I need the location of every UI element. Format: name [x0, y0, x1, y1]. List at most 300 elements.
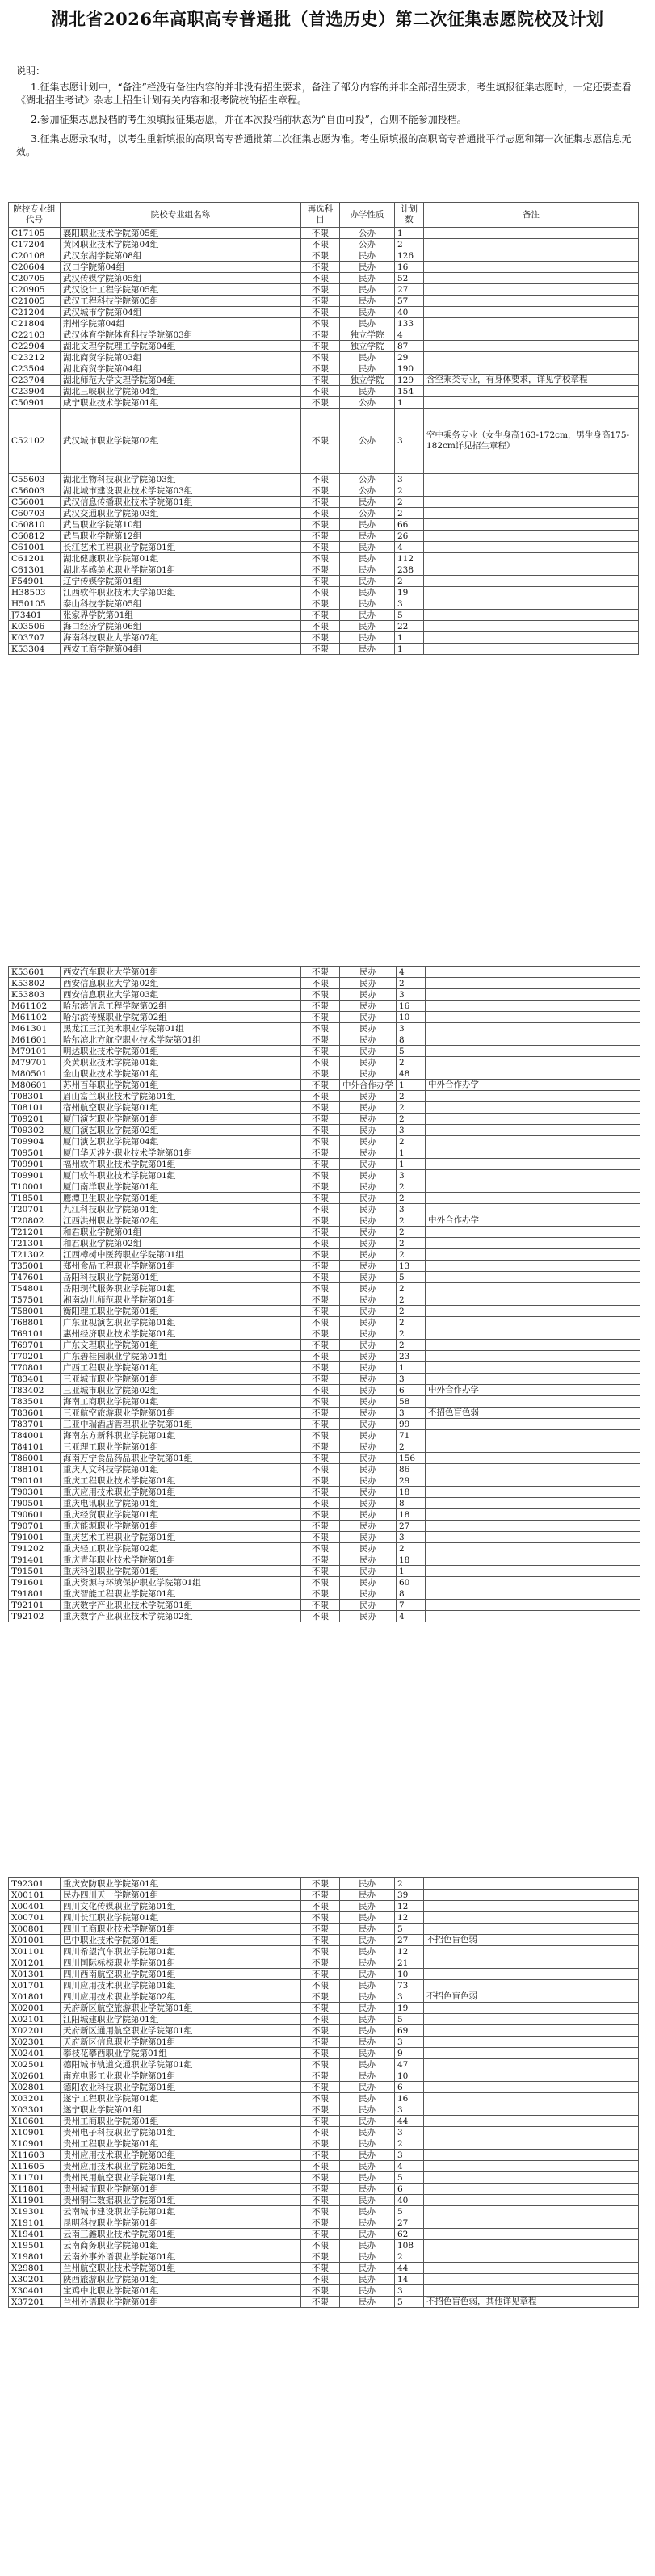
cell-subject: 不限: [301, 1498, 340, 1509]
plan-table-part-3: [8, 1877, 639, 2308]
cell-remark: [424, 531, 639, 542]
cell-remark: [426, 1136, 640, 1147]
cell-subject: 不限: [301, 1102, 340, 1114]
cell-group-name: 厦门华天涉外职业技术学院第01组: [61, 1147, 301, 1159]
cell-nature: 民办: [340, 1554, 397, 1566]
cell-group-name: 汉口学院第04组: [61, 262, 301, 273]
cell-group-code: X00401: [9, 1901, 61, 1912]
table-row: [9, 1204, 640, 1215]
cell-remark: [426, 1227, 640, 1238]
cell-group-name: 遂宁职业学院第01组: [61, 2104, 301, 2116]
cell-plan-count: 12: [395, 1912, 424, 1924]
cell-plan-count: 108: [395, 2240, 424, 2251]
table-row: [9, 1396, 640, 1408]
table-row: [9, 1068, 640, 1080]
cell-nature: 民办: [340, 1136, 397, 1147]
table-row: [9, 1249, 640, 1261]
cell-group-name: 武汉信息传播职业技术学院第01组: [61, 497, 301, 508]
cell-nature: 民办: [340, 1532, 397, 1543]
cell-remark: [426, 1351, 640, 1362]
cell-remark: [426, 1091, 640, 1102]
cell-remark: [426, 1475, 640, 1487]
cell-nature: 民办: [340, 262, 395, 273]
cell-remark: [426, 1068, 640, 1080]
table-row: [9, 1946, 639, 1957]
cell-remark: [424, 1912, 639, 1924]
cell-subject: 不限: [301, 1080, 340, 1091]
cell-plan-count: 126: [395, 250, 424, 262]
cell-subject: 不限: [301, 1588, 340, 1600]
cell-nature: 民办: [340, 1901, 395, 1912]
cell-group-code: C55603: [9, 474, 61, 485]
cell-remark: [424, 598, 639, 610]
cell-remark: 含空乘类专业，有身体要求，详见学校章程: [424, 375, 639, 386]
cell-nature: 民办: [340, 284, 395, 296]
table-row: [9, 409, 639, 474]
cell-nature: 民办: [340, 2003, 395, 2014]
cell-remark: [426, 1159, 640, 1170]
cell-group-name: 重庆能源职业学院第01组: [61, 1521, 301, 1532]
cell-nature: 民办: [340, 519, 395, 531]
table-row: [9, 2025, 639, 2037]
cell-group-name: 重庆艺术工程职业学院第01组: [61, 1532, 301, 1543]
cell-remark: [424, 2025, 639, 2037]
cell-group-name: 西安工商学院第04组: [61, 644, 301, 655]
cell-remark: [424, 397, 639, 409]
cell-remark: [426, 1249, 640, 1261]
cell-plan-count: 5: [395, 2172, 424, 2184]
cell-nature: 民办: [340, 1441, 397, 1453]
table-row: [9, 632, 639, 644]
table-row: [9, 1408, 640, 1419]
cell-group-name: 重庆数字产业职业技术学院第02组: [61, 1611, 301, 1622]
cell-remark: [424, 2172, 639, 2184]
cell-nature: 民办: [340, 1249, 397, 1261]
cell-group-code: T91801: [9, 1588, 61, 1600]
cell-group-name: 海南东方新科职业学院第01组: [61, 1430, 301, 1441]
cell-subject: 不限: [301, 1532, 340, 1543]
cell-group-name: 陕西旅游职业学院第01组: [61, 2274, 301, 2285]
cell-group-code: T88101: [9, 1464, 61, 1475]
cell-group-code: X11901: [9, 2195, 61, 2206]
cell-subject: 不限: [301, 2059, 340, 2070]
table-row: [9, 2285, 639, 2297]
cell-plan-count: 10: [395, 1969, 424, 1980]
cell-subject: 不限: [301, 1374, 340, 1385]
cell-group-code: K03707: [9, 632, 61, 644]
table-row: [9, 1980, 639, 1991]
cell-group-name: 四川应用技术职业学院第02组: [61, 1991, 301, 2003]
cell-nature: 独立学院: [340, 375, 395, 386]
cell-group-code: T10001: [9, 1181, 61, 1193]
cell-subject: 不限: [301, 1227, 340, 1238]
table-row: [9, 1419, 640, 1430]
cell-subject: 不限: [301, 352, 340, 363]
cell-group-code: T70201: [9, 1351, 61, 1362]
cell-group-name: 鹰潭卫生职业学院第01组: [61, 1193, 301, 1204]
cell-remark: [424, 329, 639, 341]
cell-plan-count: 19: [395, 2003, 424, 2014]
table-row: [9, 1924, 639, 1935]
cell-group-name: 辽宁传媒学院第01组: [61, 576, 301, 587]
cell-plan-count: 2: [395, 2251, 424, 2263]
cell-remark: [426, 1374, 640, 1385]
cell-group-name: 岳阳现代服务职业学院第01组: [61, 1283, 301, 1294]
cell-subject: 不限: [301, 1475, 340, 1487]
cell-group-code: X03201: [9, 2093, 61, 2104]
cell-plan-count: 3: [397, 1204, 426, 1215]
cell-subject: 不限: [301, 2184, 340, 2195]
cell-group-name: 和君职业学院第01组: [61, 1227, 301, 1238]
cell-group-name: 贵州应用技术职业学院第03组: [61, 2150, 301, 2161]
cell-subject: 不限: [301, 397, 340, 409]
cell-group-code: C20905: [9, 284, 61, 296]
cell-plan-count: 39: [395, 1890, 424, 1901]
cell-plan-count: 3: [397, 1374, 426, 1385]
cell-group-name: 重庆资源与环境保护职业学院第01组: [61, 1577, 301, 1588]
cell-remark: [426, 1283, 640, 1294]
cell-remark: [426, 1340, 640, 1351]
cell-group-code: M61102: [9, 1012, 61, 1023]
cell-group-name: 武汉交通职业学院第03组: [61, 508, 301, 519]
cell-group-code: C22904: [9, 341, 61, 352]
table-row: [9, 1080, 640, 1091]
cell-nature: 独立学院: [340, 329, 395, 341]
cell-group-code: M80601: [9, 1080, 61, 1091]
cell-group-name: 三亚理工职业学院第01组: [61, 1441, 301, 1453]
cell-subject: 不限: [301, 2161, 340, 2172]
cell-subject: 不限: [301, 1901, 340, 1912]
cell-plan-count: 5: [395, 610, 424, 621]
cell-remark: [424, 262, 639, 273]
cell-group-name: 三亚城市职业学院第01组: [61, 1374, 301, 1385]
cell-nature: 民办: [340, 564, 395, 576]
table-row: [9, 1147, 640, 1159]
cell-nature: 民办: [340, 1034, 397, 1046]
table-row: [9, 1023, 640, 1034]
cell-plan-count: 8: [397, 1588, 426, 1600]
cell-subject: 不限: [301, 1272, 340, 1283]
cell-plan-count: 2: [397, 1249, 426, 1261]
cell-nature: 民办: [340, 1125, 397, 1136]
header-plan-count: 计划数: [395, 203, 424, 228]
cell-nature: 民办: [340, 1023, 397, 1034]
table-row: [9, 1441, 640, 1453]
cell-remark: 中外合作办学: [426, 1080, 640, 1091]
cell-plan-count: 2: [397, 1317, 426, 1328]
cell-subject: 不限: [301, 2116, 340, 2127]
cell-group-name: 四川工商职业技术学院第01组: [61, 1924, 301, 1935]
cell-group-name: 江西洪州职业学院第02组: [61, 1215, 301, 1227]
table-row: [9, 1136, 640, 1147]
cell-group-code: T20802: [9, 1215, 61, 1227]
cell-nature: 独立学院: [340, 341, 395, 352]
table-row: [9, 2297, 639, 2308]
cell-plan-count: 2: [397, 1057, 426, 1068]
cell-group-name: 湖北师范大学文理学院第04组: [61, 375, 301, 386]
cell-plan-count: 40: [395, 307, 424, 318]
cell-plan-count: 3: [395, 2127, 424, 2138]
table-row: [9, 239, 639, 250]
cell-nature: 民办: [340, 1543, 397, 1554]
cell-group-code: T09901: [9, 1159, 61, 1170]
cell-plan-count: 2: [395, 576, 424, 587]
cell-subject: 不限: [301, 621, 340, 632]
table-row: [9, 1385, 640, 1396]
cell-group-name: 湘南幼儿师范职业学院第01组: [61, 1294, 301, 1306]
cell-subject: 不限: [301, 1408, 340, 1419]
cell-nature: 民办: [340, 1475, 397, 1487]
cell-subject: 不限: [301, 1193, 340, 1204]
cell-group-name: 四川文化传媒职业学院第01组: [61, 1901, 301, 1912]
cell-group-name: 云南城市建设职业学院第01组: [61, 2206, 301, 2217]
cell-group-name: 福州软件职业技术学院第01组: [61, 1159, 301, 1170]
cell-plan-count: 2: [397, 1340, 426, 1351]
cell-group-code: K53803: [9, 989, 61, 1001]
cell-group-name: 和君职业学院第02组: [61, 1238, 301, 1249]
cell-nature: 民办: [340, 644, 395, 655]
cell-group-code: C20705: [9, 273, 61, 284]
cell-group-name: 襄阳职业技术学院第05组: [61, 228, 301, 239]
table-row: [9, 1878, 639, 1890]
cell-remark: 空中乘务专业（女生身高163-172cm，男生身高175-182cm详见招生章程）: [424, 409, 639, 474]
cell-group-code: M61102: [9, 1001, 61, 1012]
table-row: [9, 1912, 639, 1924]
cell-subject: 不限: [301, 519, 340, 531]
cell-nature: 民办: [340, 296, 395, 307]
cell-subject: 不限: [301, 1396, 340, 1408]
cell-plan-count: 5: [395, 2014, 424, 2025]
cell-subject: 不限: [301, 1340, 340, 1351]
cell-subject: 不限: [301, 2229, 340, 2240]
cell-subject: 不限: [301, 228, 340, 239]
cell-nature: 民办: [340, 1890, 395, 1901]
table-row: [9, 508, 639, 519]
cell-group-code: T09201: [9, 1114, 61, 1125]
cell-group-name: 湖北生物科技职业学院第03组: [61, 474, 301, 485]
cell-subject: 不限: [301, 273, 340, 284]
table-row: [9, 228, 639, 239]
cell-nature: 民办: [340, 1396, 397, 1408]
cell-subject: 不限: [301, 284, 340, 296]
cell-subject: 不限: [301, 2150, 340, 2161]
cell-subject: 不限: [301, 2048, 340, 2059]
cell-nature: 民办: [340, 1453, 397, 1464]
table-row: [9, 1114, 640, 1125]
cell-plan-count: 10: [395, 2070, 424, 2082]
cell-remark: [424, 2003, 639, 2014]
table-row: [9, 2093, 639, 2104]
cell-group-name: 湖北健康职业学院第01组: [61, 553, 301, 564]
cell-subject: 不限: [301, 2127, 340, 2138]
cell-remark: [426, 1509, 640, 1521]
cell-remark: [424, 228, 639, 239]
cell-remark: [424, 1901, 639, 1912]
cell-group-code: T35001: [9, 1261, 61, 1272]
table-row: [9, 553, 639, 564]
table-row: [9, 1238, 640, 1249]
table-row: [9, 1969, 639, 1980]
cell-plan-count: 16: [397, 1001, 426, 1012]
cell-group-code: X19101: [9, 2217, 61, 2229]
cell-subject: 不限: [301, 2240, 340, 2251]
cell-group-code: K03506: [9, 621, 61, 632]
cell-subject: 不限: [301, 978, 340, 989]
cell-remark: [424, 2240, 639, 2251]
cell-remark: [426, 1012, 640, 1023]
cell-remark: [424, 352, 639, 363]
cell-remark: [424, 2285, 639, 2297]
cell-nature: 民办: [340, 1001, 397, 1012]
table-row: [9, 2037, 639, 2048]
cell-remark: [426, 978, 640, 989]
table-row: [9, 1012, 640, 1023]
cell-remark: [426, 1238, 640, 1249]
table-row: [9, 519, 639, 531]
cell-plan-count: 99: [397, 1419, 426, 1430]
cell-group-name: 天府新区通用航空职业学院第01组: [61, 2025, 301, 2037]
cell-subject: 不限: [301, 1181, 340, 1193]
cell-group-name: 哈尔滨北方航空职业技术学院第01组: [61, 1034, 301, 1046]
cell-group-code: C20108: [9, 250, 61, 262]
cell-subject: 不限: [301, 1487, 340, 1498]
cell-subject: 不限: [301, 485, 340, 497]
cell-remark: [424, 497, 639, 508]
table-row: [9, 1283, 640, 1294]
cell-nature: 民办: [340, 1419, 397, 1430]
notes-section: [16, 65, 638, 165]
cell-plan-count: 2: [397, 1181, 426, 1193]
cell-subject: 不限: [301, 1991, 340, 2003]
header-group-code: 院校专业组代号: [9, 203, 61, 228]
cell-group-code: M79101: [9, 1046, 61, 1057]
cell-group-code: X11701: [9, 2172, 61, 2184]
cell-plan-count: 2: [397, 1215, 426, 1227]
cell-nature: 民办: [340, 2274, 395, 2285]
cell-nature: 民办: [340, 576, 395, 587]
table-row: [9, 2003, 639, 2014]
cell-remark: [424, 519, 639, 531]
cell-plan-count: 3: [397, 1170, 426, 1181]
cell-subject: 不限: [301, 2093, 340, 2104]
cell-group-name: 西安汽车职业大学第01组: [61, 967, 301, 978]
cell-plan-count: 29: [395, 352, 424, 363]
cell-remark: [424, 2161, 639, 2172]
cell-plan-count: 2: [397, 1543, 426, 1554]
table-row: [9, 386, 639, 397]
cell-plan-count: 13: [397, 1261, 426, 1272]
table-row: [9, 610, 639, 621]
cell-remark: [426, 1023, 640, 1034]
table-row: [9, 1351, 640, 1362]
table-row: [9, 576, 639, 587]
table-row: [9, 644, 639, 655]
cell-subject: 不限: [301, 1328, 340, 1340]
cell-subject: 不限: [301, 598, 340, 610]
cell-group-name: 湖北文理学院理工学院第04组: [61, 341, 301, 352]
cell-plan-count: 3: [397, 1125, 426, 1136]
cell-subject: 不限: [301, 1057, 340, 1068]
cell-nature: 民办: [340, 2195, 395, 2206]
cell-plan-count: 1: [397, 1566, 426, 1577]
table-row: [9, 1374, 640, 1385]
cell-plan-count: 1: [397, 1159, 426, 1170]
cell-group-code: C23904: [9, 386, 61, 397]
cell-group-code: T83601: [9, 1408, 61, 1419]
cell-subject: 不限: [301, 1924, 340, 1935]
table-row: [9, 2138, 639, 2150]
cell-group-code: C21005: [9, 296, 61, 307]
cell-group-name: 天府新区航空旅游职业学院第01组: [61, 2003, 301, 2014]
cell-remark: [424, 2127, 639, 2138]
cell-plan-count: 87: [395, 341, 424, 352]
cell-plan-count: 3: [395, 2037, 424, 2048]
cell-group-code: X37201: [9, 2297, 61, 2308]
table-row: [9, 397, 639, 409]
cell-nature: 民办: [340, 1362, 397, 1374]
cell-subject: 不限: [301, 2274, 340, 2285]
cell-subject: 不限: [301, 1566, 340, 1577]
table-row: [9, 1034, 640, 1046]
cell-remark: [424, 2263, 639, 2274]
cell-group-code: X00101: [9, 1890, 61, 1901]
cell-remark: [426, 1487, 640, 1498]
cell-group-code: X02301: [9, 2037, 61, 2048]
cell-subject: 不限: [301, 2172, 340, 2184]
cell-nature: 民办: [340, 1306, 397, 1317]
cell-group-code: X02401: [9, 2048, 61, 2059]
table-row: [9, 363, 639, 375]
cell-subject: 不限: [301, 1249, 340, 1261]
cell-group-name: 南充电影工业职业学院第01组: [61, 2070, 301, 2082]
cell-subject: 不限: [301, 967, 340, 978]
cell-plan-count: 18: [397, 1487, 426, 1498]
cell-plan-count: 86: [397, 1464, 426, 1475]
cell-group-code: X02201: [9, 2025, 61, 2037]
cell-nature: 民办: [340, 978, 397, 989]
cell-remark: [424, 2138, 639, 2150]
cell-nature: 民办: [340, 2082, 395, 2093]
cell-plan-count: 2: [397, 1227, 426, 1238]
cell-nature: 民办: [340, 2161, 395, 2172]
cell-group-name: 武汉城市职业学院第02组: [61, 409, 301, 474]
cell-subject: 不限: [301, 2025, 340, 2037]
cell-group-name: 长江艺术工程职业学院第01组: [61, 542, 301, 553]
cell-subject: 不限: [301, 2003, 340, 2014]
cell-group-code: T21201: [9, 1227, 61, 1238]
cell-subject: 不限: [301, 318, 340, 329]
cell-subject: 不限: [301, 1170, 340, 1181]
cell-plan-count: 156: [397, 1453, 426, 1464]
cell-remark: [426, 1498, 640, 1509]
cell-nature: 民办: [340, 1283, 397, 1294]
cell-nature: 民办: [340, 1385, 397, 1396]
cell-nature: 民办: [340, 2127, 395, 2138]
cell-remark: [426, 1464, 640, 1475]
cell-subject: 不限: [301, 1957, 340, 1969]
cell-remark: 中外合作办学: [426, 1385, 640, 1396]
cell-subject: 不限: [301, 1294, 340, 1306]
cell-subject: 不限: [301, 1521, 340, 1532]
cell-plan-count: 4: [397, 1611, 426, 1622]
cell-group-code: C56003: [9, 485, 61, 497]
cell-remark: [424, 296, 639, 307]
cell-group-name: 衡阳理工职业学院第01组: [61, 1306, 301, 1317]
cell-remark: [426, 989, 640, 1001]
cell-group-name: 厦门演艺职业学院第01组: [61, 1114, 301, 1125]
cell-subject: 不限: [301, 2217, 340, 2229]
table-row: [9, 1554, 640, 1566]
